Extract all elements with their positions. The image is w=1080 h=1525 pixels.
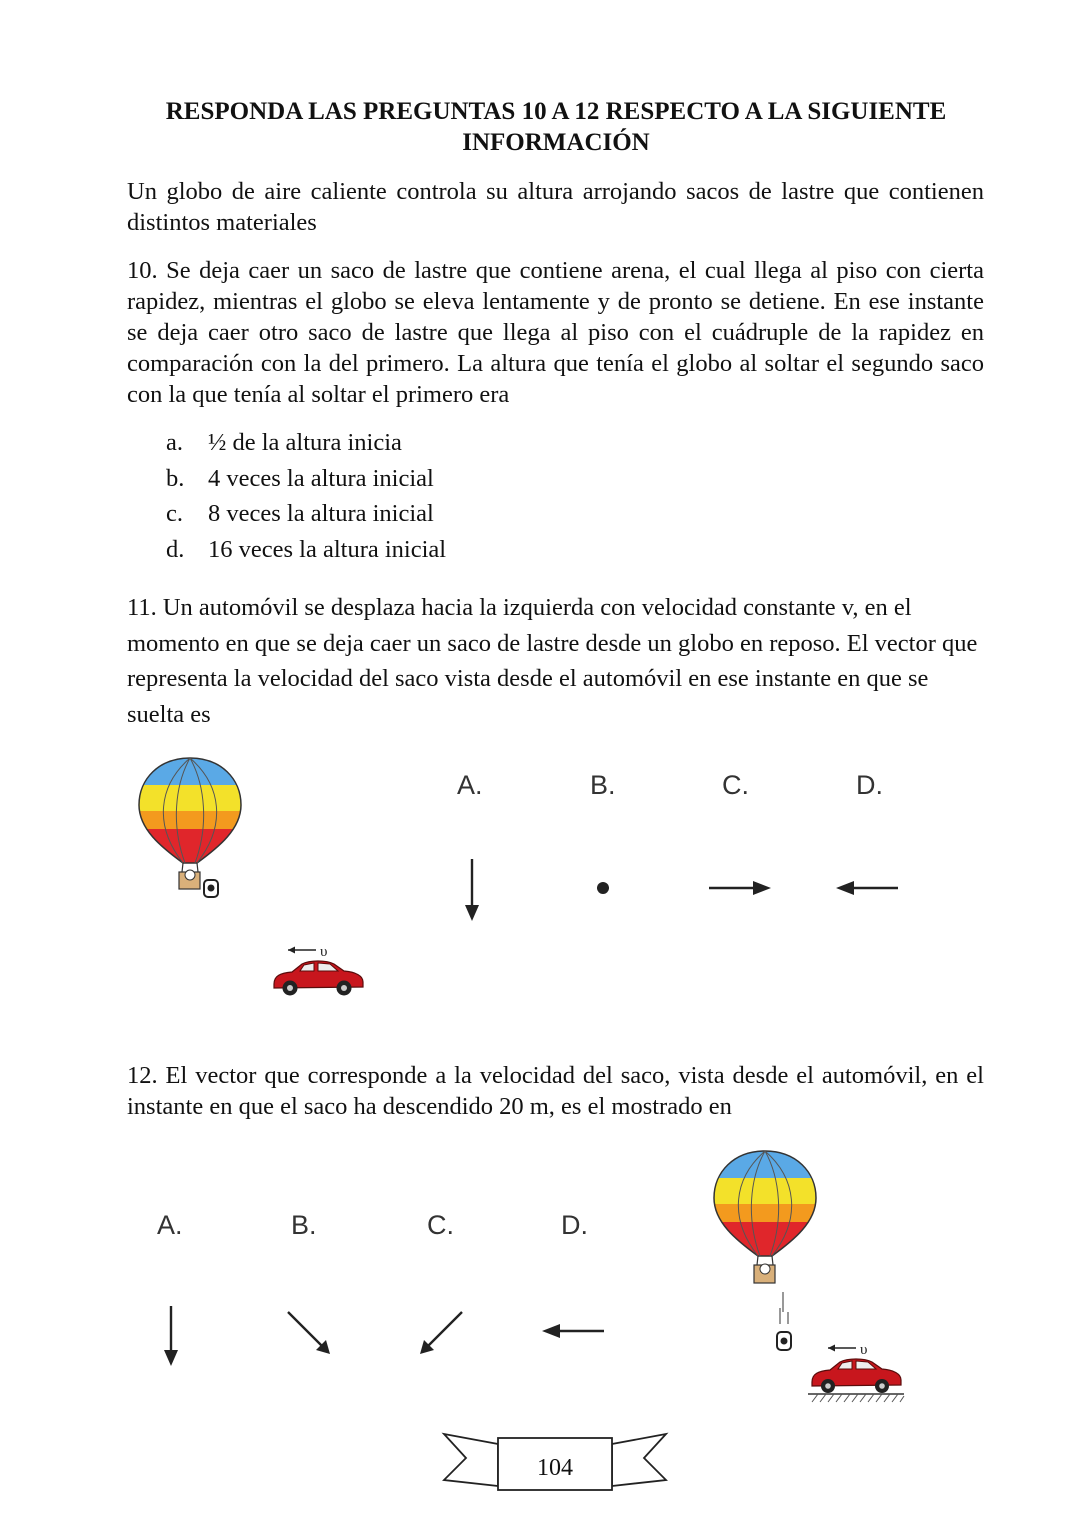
q11-vector-c-right-arrow-icon[interactable]	[705, 875, 775, 901]
q11-vector-d-left-arrow-icon[interactable]	[832, 875, 902, 901]
intro-paragraph: Un globo de aire caliente controla su altura arrojando sacos de lastre que contienen distintos materiales	[127, 178, 984, 236]
velocity-symbol: υ	[860, 1342, 868, 1358]
option-text: 16 veces la altura inicial	[208, 535, 447, 563]
option-a[interactable]	[166, 425, 446, 461]
q12-label-a: A.	[157, 1210, 183, 1240]
question-10-text: 10. Se deja caer un saco de lastre que contiene arena, el cual llega al piso con cierta rapidez, mientras el globo se eleva lentamente y de pronto se detiene. En ese instante se deja caer otro saco de lastre que llega al piso con el cuádruple de la rapidez en comparación con la del primero. La altura que tenía el globo al soltar el segundo saco con la que tenía al soltar el primero era	[127, 257, 984, 408]
option-b[interactable]	[166, 461, 446, 497]
q11-label-a: A.	[457, 770, 483, 800]
q12-vector-d-left-arrow-icon[interactable]	[538, 1318, 608, 1344]
q12-vector-a-down-arrow-icon[interactable]	[154, 1300, 188, 1370]
question-12-text: 12. El vector que corresponde a la velocidad del saco, vista desde el automóvil, en el instante en que el saco ha descendido 20 m, es el mostrado en	[127, 1062, 984, 1120]
q12-label-d: D.	[561, 1210, 588, 1240]
section-heading	[126, 96, 986, 158]
question-11-text: 11. Un automóvil se desplaza hacia la izquierda con velocidad constante v, en el momento en que se deja caer un saco de lastre desde un globo en reposo. El vector que representa la velocidad del saco vista desde el automóvil en ese instante en que se suelta es	[127, 594, 978, 728]
q12-label-c: C.	[427, 1210, 454, 1240]
option-d[interactable]	[166, 532, 446, 568]
q11-label-c: C.	[722, 770, 749, 800]
page-number: 104	[537, 1455, 573, 1481]
option-c[interactable]	[166, 496, 446, 532]
q12-vector-c-down-left-arrow-icon[interactable]	[412, 1306, 468, 1362]
q11-vector-b-dot-icon[interactable]	[590, 875, 616, 901]
q12-vector-b-down-right-arrow-icon[interactable]	[282, 1306, 338, 1362]
option-text: 4 veces la altura inicial	[208, 464, 434, 492]
option-text: ½ de la altura inicia	[208, 429, 402, 456]
q11-vector-a-down-arrow-icon[interactable]	[455, 855, 489, 925]
hot-air-balloon-icon	[135, 755, 245, 905]
hot-air-balloon-icon	[710, 1148, 820, 1293]
option-letter: a.	[166, 429, 183, 456]
falling-sack-icon	[770, 1290, 800, 1362]
option-letter: c.	[166, 500, 183, 527]
heading-line-2: INFORMACIÓN	[462, 129, 650, 156]
velocity-symbol: υ	[320, 944, 328, 960]
car-on-ground-icon	[808, 1336, 908, 1406]
option-letter: d.	[166, 535, 185, 563]
q11-label-d: D.	[856, 770, 883, 800]
car-icon	[270, 940, 370, 1002]
q11-label-b: B.	[590, 770, 616, 800]
option-text: 8 veces la altura inicial	[208, 500, 434, 527]
heading-line-1: RESPONDA LAS PREGUNTAS 10 A 12 RESPECTO A LA SIGUIENTE	[165, 98, 947, 125]
question-10-options	[166, 425, 446, 567]
option-letter: b.	[166, 464, 185, 492]
q12-label-b: B.	[291, 1210, 317, 1240]
